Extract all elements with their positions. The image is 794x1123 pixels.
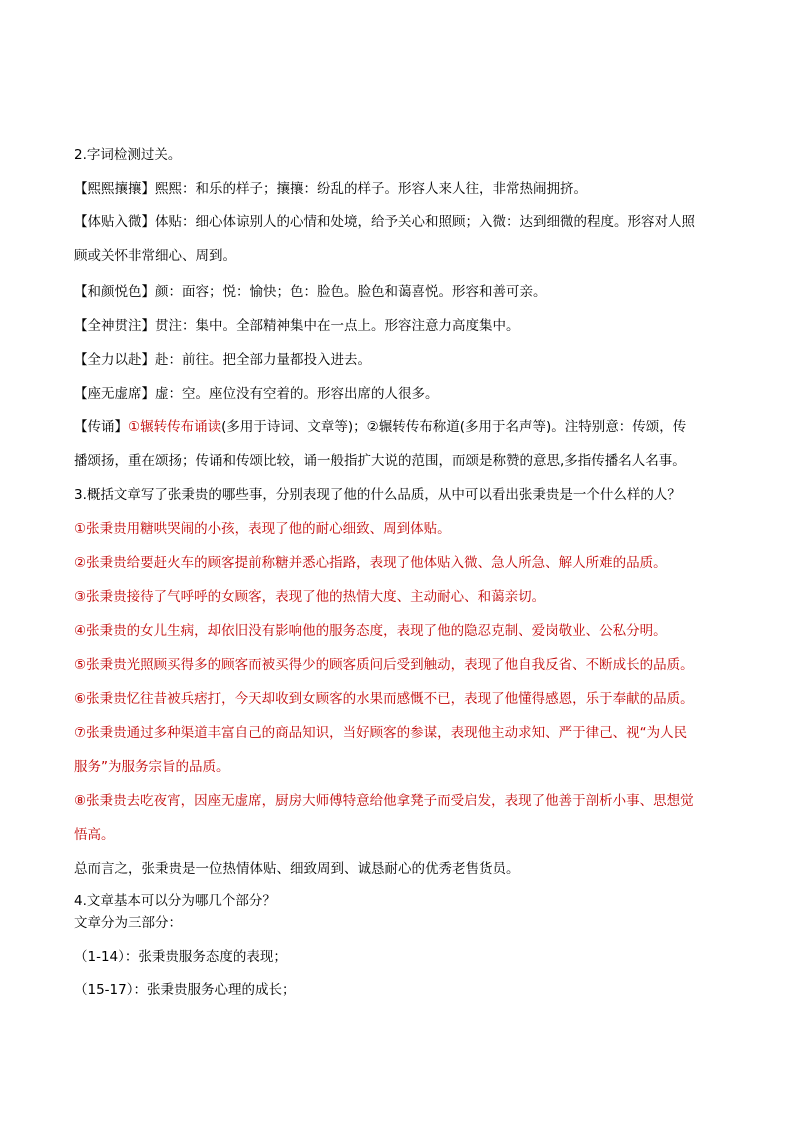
part-2: （15-17）：张秉贵服务心理的成长；: [74, 982, 296, 998]
entry-term: 【全力以赴】: [74, 352, 155, 368]
entry-term: 【全神贯注】: [74, 318, 155, 334]
entry-definition-highlight: ①辗转传布诵读: [128, 419, 222, 435]
entry-term: 【和颜悦色】: [74, 284, 155, 300]
entry-term: 【传诵】: [74, 419, 128, 435]
answer-8-cont: 悟高。: [74, 827, 115, 843]
entry-term: 【体贴入微】: [74, 214, 155, 230]
section3-summary: 总而言之，张秉贵是一位热情体贴、细致周到、诚恳耐心的优秀老售货员。: [74, 861, 520, 877]
entry-definition: 颜：面容；悦：愉快；色：脸色。脸色和蔼喜悦。形容和善可亲。: [155, 284, 547, 300]
answer-8: ⑧张秉贵去吃夜宵，因座无虚席，厨房大师傅特意给他拿凳子而受启发，表现了他善于剖析小事、思想觉: [74, 793, 694, 809]
entry-chuansong-cont: 播颂扬，重在颂扬；传诵和传颂比较，诵一般指扩大说的范围，而颂是称赞的意思,多指传播名人名事。: [74, 453, 686, 469]
section3-question: 3.概括文章写了张秉贵的哪些事，分别表现了他的什么品质，从中可以看出张秉贵是一个什么样的人？: [74, 487, 681, 503]
section4-intro: 文章分为三部分：: [74, 915, 182, 931]
answer-2: ②张秉贵给要赶火车的顾客提前称糖并悉心指路，表现了他体贴入微、急人所急、解人所难的品质。: [74, 555, 667, 571]
answer-1: ①张秉贵用糖哄哭闹的小孩，表现了他的耐心细致、周到体贴。: [74, 521, 451, 537]
entry-heyanyuese: [74, 283, 547, 301]
entry-xixirangrang: [74, 180, 587, 198]
entry-definition: 虚：空。座位没有空着的。形容出席的人很多。: [155, 386, 439, 402]
answer-6: ⑥张秉贵忆往昔被兵痞打，今天却收到女顾客的水果而感慨不已，表现了他懂得感恩，乐于奉献的品质。: [74, 691, 694, 707]
entry-term: 【座无虚席】: [74, 386, 155, 402]
entry-titierruwei: [74, 213, 695, 231]
entry-definition: 赴：前往。把全部力量都投入进去。: [155, 352, 371, 368]
entry-definition: 体贴：细心体谅别人的心情和处境，给予关心和照顾；入微：达到细微的程度。形容对人照: [155, 214, 695, 230]
section4-question: 4.文章基本可以分为哪几个部分？: [74, 893, 276, 909]
answer-3: ③张秉贵接待了气呼呼的女顾客，表现了他的热情大度、主动耐心、和蔼亲切。: [74, 589, 546, 605]
entry-titierruwei-cont: 顾或关怀非常细心、周到。: [74, 248, 236, 264]
answer-7: ⑦张秉贵通过多种渠道丰富自己的商品知识，当好顾客的参谋，表现他主动求知、严于律己、视“为人民: [74, 725, 688, 741]
answer-4: ④张秉贵的女儿生病，却依旧没有影响他的服务态度，表现了他的隐忍克制、爱岗敬业、公私分明。: [74, 623, 667, 639]
answer-5: ⑤张秉贵光照顾买得多的顾客而被买得少的顾客质问后受到触动，表现了他自我反省、不断成长的品质。: [74, 657, 694, 673]
entry-zuowuxuxi: [74, 385, 439, 403]
entry-term: 【熙熙攘攘】: [74, 181, 155, 197]
entry-quanshenguanzhu: [74, 317, 520, 335]
section2-heading: 2.字词检测过关。: [74, 147, 182, 163]
answer-7-cont: 服务”为服务宗旨的品质。: [74, 759, 230, 775]
part-1: （1-14）：张秉贵服务态度的表现；: [74, 949, 287, 965]
entry-quanliyifu: [74, 351, 371, 369]
entry-definition: 熙熙：和乐的样子；攘攘：纷乱的样子。形容人来人往，非常热闹拥挤。: [155, 181, 587, 197]
entry-definition: 贯注：集中。全部精神集中在一点上。形容注意力高度集中。: [155, 318, 520, 334]
entry-definition: (多用于诗词、文章等)；②辗转传布称道(多用于名声等)。注特别意：传颂，传: [221, 419, 687, 435]
entry-chuansong: [74, 418, 686, 436]
